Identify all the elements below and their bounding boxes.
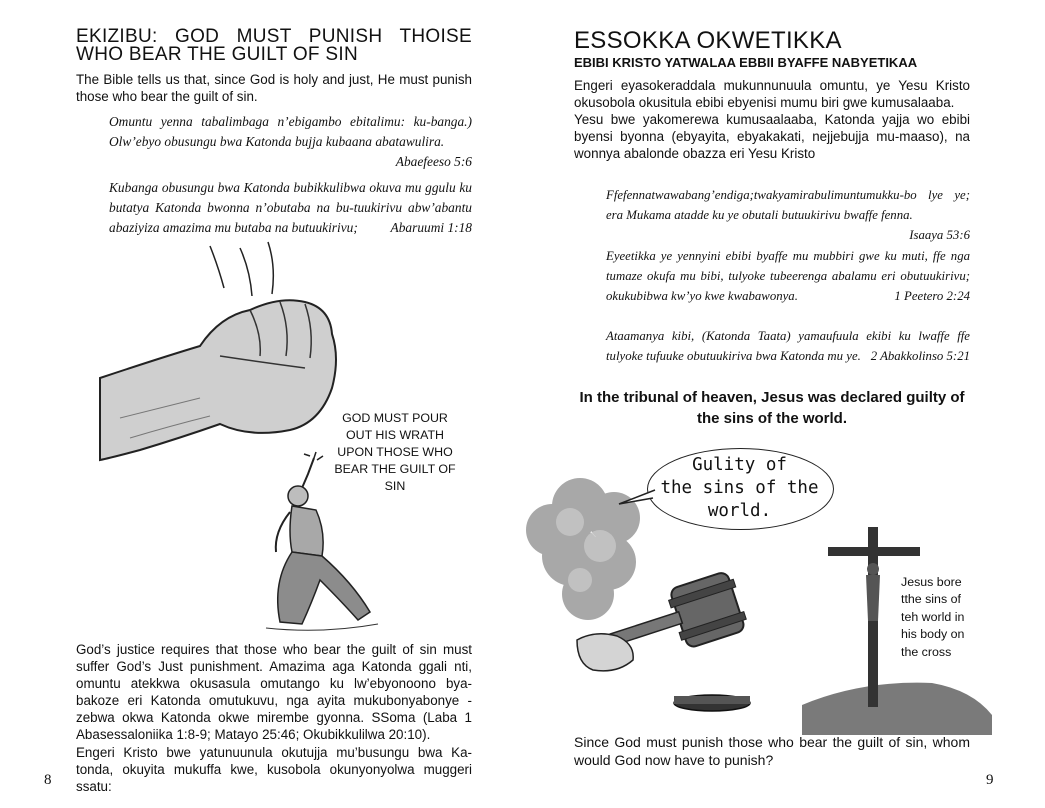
closing-question: Since God must punish those who bear the guilt of sin, whom would God now have to punish?	[574, 734, 970, 768]
right-quote-3	[606, 326, 970, 366]
right-quote-1	[606, 185, 970, 245]
kneeling-man-illustration	[262, 452, 382, 634]
left-para-2: Engeri Kristo bwe yatunuunula okutujja mu’busungu bwa Ka-tonda, okuyita mukuffa kwe, kusobola okunyonyolwa muggeri ssatu:	[76, 745, 472, 794]
left-title-line1: EKIZIBU: GOD MUST PUNISH THOISE	[76, 26, 472, 47]
gavel-illustration	[577, 570, 777, 720]
left-quote-2-text: Kubanga obusungu bwa Katonda bubikkulibwa okuva mu ggulu ku butatya Katonda bwonna n’obutaba na bu-tuukirivu abw’abantu abaziyiza amazima mu butaba na butuukirivu;	[109, 180, 472, 235]
left-page-title	[76, 28, 472, 64]
right-quote-1-ref: Isaaya 53:6	[909, 228, 970, 242]
left-para-1: God’s justice requires that those who bear the guilt of sin must suffer God’s Just punishment. Amazima aga Katonda ggali nti, omuntu atekkwa okusasula omutango ku lw’ebyonoono bya-bakoze eri Katonda omutukuvu, nga ayita mukubonyabonye -zebwa okwa Katonda okwe mirembe gyonna. SSoma (Laba 1 Abasessaloniika 1:8-9; Matayo 25:46; Okubikkulilwa 20:10).	[76, 642, 472, 742]
left-quote-1-text: Omuntu yenna tabalimbaga n’ebigambo ebitalimu: ku-banga.) Olw’ebyo obusungu bwa Katonda bujja kubaana abatawulira.	[109, 114, 472, 149]
right-quote-1-text: Ffefennatwawabang’endiga;twakyamirabulimuntumukku-bo lye ye; era Mukama atadde ku ye obutali butuukirivu bwaffe fenna.	[606, 188, 970, 222]
right-page-title: ESSOKKA OKWETIKKA	[574, 27, 842, 54]
left-quote-1	[109, 112, 472, 172]
left-quote-2-ref: Abaruumi 1:18	[390, 220, 472, 235]
page-number-left: 8	[44, 772, 52, 788]
right-quote-2-ref: 1 Peetero 2:24	[894, 289, 970, 303]
fist-illustration	[100, 238, 345, 468]
left-quote-2	[109, 178, 472, 238]
right-page-subtitle: EBIBI KRISTO YATWALAA EBBII BYAFFE NABYETIKAA	[574, 55, 918, 70]
page-number-right: 9	[986, 772, 994, 788]
left-intro: The Bible tells us that, since God is holy and just, He must punish those who bear the guilt of sin.	[76, 72, 472, 104]
right-intro-2: Yesu bwe yakomerewa kumusaalaaba, Katonda yajja wo ebibi byensi byonna (ebyayita, ebyakakati, nejjebujja mu-maaso), na wonnya abalonde obazza eri Yesu Kristo	[574, 112, 970, 161]
right-quote-3-text: Ataamanya kibi, (Katonda Taata) yamaufuula ekibi ku lwaffe ffe tulyoke tufuuke obutuukiriva bwa Katonda mu ye.	[606, 329, 970, 363]
bubble-line-1: Gulity of	[692, 455, 787, 475]
left-quote-1-ref: Abaefeeso 5:6	[395, 154, 472, 169]
tribunal-statement: In the tribunal of heaven, Jesus was declared guilty of the sins of the world.	[579, 389, 965, 427]
left-title-line2: WHO BEAR THE GUILT OF SIN	[76, 44, 358, 65]
right-quote-2-text: Eyeetikka ye yennyini ebibi byaffe mu mubbiri gwe ku muti, ffe nga tumaze okufa mu bibi, tulyoke tubeerenga abalamu eri obutuukirivu; okukubibwa kw’yo kwe kwabawonya.	[606, 249, 970, 303]
right-quote-3-ref: 2 Abakkolinso 5:21	[870, 349, 970, 363]
bubble-line-3: world.	[707, 501, 772, 521]
right-intro	[574, 77, 970, 162]
speech-bubble-text	[647, 454, 832, 523]
cross-caption: Jesus bore tthe sins of teh world in his body on the cross	[901, 575, 965, 659]
left-page	[0, 0, 522, 808]
right-intro-1: Engeri eyasokeraddala mukunnunuula omuntu, ye Yesu Kristo okusobola okusitula ebibi ebyenisi mumu biri gwe kumusalaaba.	[574, 78, 970, 110]
right-quote-2	[606, 246, 970, 306]
right-page	[522, 0, 1045, 808]
left-caption: GOD MUST POUR OUT HIS WRATH UPON THOSE WHO BEAR THE GUILT OF SIN	[334, 411, 456, 493]
bubble-line-2: the sins of the	[660, 478, 819, 498]
